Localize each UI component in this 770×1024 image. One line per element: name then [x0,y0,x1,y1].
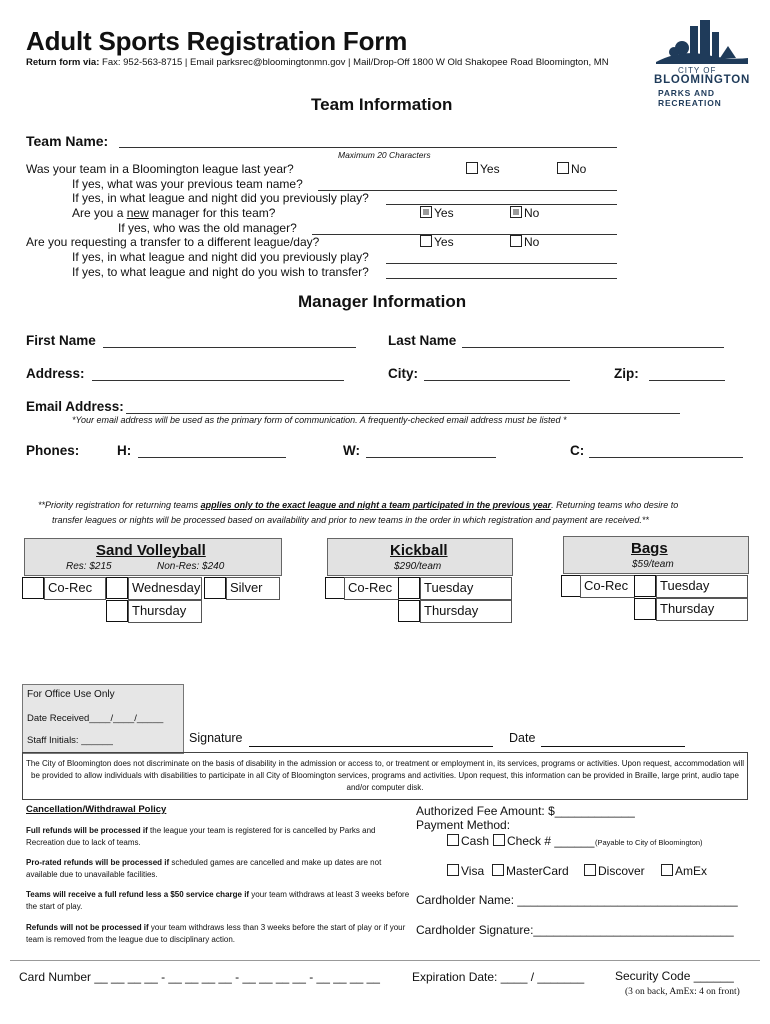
fee-amount[interactable]: Authorized Fee Amount: $____________ [416,804,635,818]
kickball-tuesday-cell: Tuesday [420,577,512,600]
visa-checkbox[interactable] [447,864,459,876]
return-instructions: Return form via: Fax: 952-563-8715 | Email parksrec@bloomingtonmn.gov | Mail/Drop-Off 1800 W Old Shakopee Road Bloomington, MN [26,57,609,68]
check-checkbox[interactable] [493,834,505,846]
priority-note-line1: **Priority registration for returning teams applies only to the exact league and night a team participated in the previous year. Returning teams who desire to [38,500,679,510]
logo-line4: RECREATION [658,98,722,108]
bags-title: Bags [631,540,668,557]
city-field[interactable] [424,380,570,381]
phone-c-field[interactable] [589,457,743,458]
new-manager-yes-label: Yes [434,206,454,220]
cash-checkbox[interactable] [447,834,459,846]
volleyball-corec-cell: Co-Rec [44,577,106,600]
kickball-tuesday-checkbox[interactable] [398,577,420,599]
policy-prorated: Pro-rated refunds will be processed if scheduled games are cancelled and make up dates are not available due to unavailable facilities. [26,858,382,879]
office-use-box [22,684,184,754]
q-transfer-prev: If yes, in what league and night did you previously play? [72,250,369,264]
date-field[interactable] [541,746,685,747]
security-code[interactable]: Security Code ______ [615,969,734,983]
transfer-no-label: No [524,235,540,249]
bags-tuesday-checkbox[interactable] [634,575,656,597]
payment-method-label: Payment Method: [416,818,511,832]
last-year-no-label: No [571,162,587,176]
bags-tuesday-cell: Tuesday [656,575,748,598]
phone-h-label: H: [117,443,132,458]
bags-corec-cell: Co-Rec [580,575,635,598]
policy-full-refund: Full refunds will be processed if the league your team is registered for is cancelled by Parks and Recreation due to lack of teams. [26,826,376,847]
policy-title: Cancellation/Withdrawal Policy [26,804,167,815]
transfer-prev-field[interactable] [386,263,617,264]
form-title: Adult Sports Registration Form [26,26,408,56]
prev-league-field[interactable] [386,204,617,205]
zip-label: Zip: [614,366,639,381]
office-date-received: Date Received____/____/_____ [27,713,164,724]
office-title: For Office Use Only [27,689,115,700]
email-label: Email Address: [26,399,124,414]
mastercard-checkbox[interactable] [492,864,504,876]
volleyball-silver-cell: Silver [226,577,280,600]
expiration-date[interactable]: Expiration Date: ____ / _______ [412,970,585,984]
nondiscrimination-notice: The City of Bloomington does not discriminate on the basis of disability in the admission or access to, or treatment or employment in, its services, programs or activities. Upon request, accommodation will be provided to allow individuals with disabilities to participate in all City of Bloomington services, programs and activities. Upon request, this information can be provided in Braille, large print, audio tape and/or computer disk. [22,752,748,800]
new-manager-no-label: No [524,206,540,220]
skyline-icon [652,18,752,66]
kickball-title: Kickball [390,542,448,559]
last-year-yes-label: Yes [480,162,500,176]
new-manager-yes-checkbox[interactable] [420,206,432,218]
last-name-label: Last Name [388,333,457,348]
email-field[interactable] [126,413,680,414]
volleyball-silver-checkbox[interactable] [204,577,226,599]
q-last-year: Was your team in a Bloomington league last year? [26,162,294,176]
signature-label: Signature [189,731,243,745]
first-name-label: First Name [26,333,96,348]
amex-label: AmEx [675,864,708,878]
last-year-no-checkbox[interactable] [557,162,569,174]
team-name-field[interactable] [119,147,617,148]
kickball-thursday-checkbox[interactable] [398,600,420,622]
transfer-yes-label: Yes [434,235,454,249]
old-manager-field[interactable] [312,234,617,235]
city-logo [652,18,752,113]
team-name-label: Team Name: [26,133,109,149]
phone-w-label: W: [343,443,360,458]
date-label: Date [509,731,536,745]
volleyball-wednesday-checkbox[interactable] [106,577,128,599]
card-divider [10,960,760,961]
q-transfer-to: If yes, to what league and night do you wish to transfer? [72,265,369,279]
q-prev-name: If yes, what was your previous team name? [72,177,303,191]
last-year-yes-checkbox[interactable] [466,162,478,174]
bags-thursday-cell: Thursday [656,598,748,621]
security-code-note: (3 on back, AmEx: 4 on front) [625,987,740,997]
address-label: Address: [26,366,85,381]
volleyball-wednesday-cell: Wednesday [128,577,202,600]
q-transfer: Are you requesting a transfer to a different league/day? [26,235,320,249]
phones-label: Phones: [26,443,80,458]
mastercard-label: MasterCard [506,864,569,878]
new-manager-no-checkbox[interactable] [510,206,522,218]
city-label: City: [388,366,418,381]
manager-section-title: Manager Information [298,292,467,311]
office-staff-initials: Staff Initials: ______ [27,735,113,746]
volleyball-title: Sand Volleyball [96,542,206,559]
logo-line2: BLOOMINGTON [654,74,751,86]
bags-thursday-checkbox[interactable] [634,598,656,620]
q-prev-league: If yes, in what league and night did you previously play? [72,191,369,205]
volleyball-thursday-cell: Thursday [128,600,202,623]
kickball-price: $290/team [394,561,442,572]
cardholder-signature[interactable]: Cardholder Signature:______________________________ [416,923,734,937]
zip-field[interactable] [649,380,725,381]
card-number[interactable]: Card Number __ __ __ __ - __ __ __ __ - __ __ __ __ - __ __ __ __ [19,970,380,984]
signature-field[interactable] [249,746,493,747]
discover-checkbox[interactable] [584,864,596,876]
email-note: *Your email address will be used as the primary form of communication. A frequently-checked email address must be listed * [72,415,567,425]
volleyball-nonres-price: Non-Res: $240 [157,561,225,572]
volleyball-thursday-checkbox[interactable] [106,600,128,622]
transfer-to-field[interactable] [386,278,617,279]
discover-label: Discover [598,864,645,878]
volleyball-corec-checkbox[interactable] [22,577,44,599]
transfer-yes-checkbox[interactable] [420,235,432,247]
amex-checkbox[interactable] [661,864,673,876]
phone-c-label: C: [570,443,585,458]
phone-h-field[interactable] [138,457,286,458]
kickball-corec-cell: Co-Rec [344,577,399,600]
kickball-thursday-cell: Thursday [420,600,512,623]
check-label[interactable]: Check # ______ [507,834,595,848]
q-old-manager: If yes, who was the old manager? [118,221,297,235]
phone-w-field[interactable] [366,457,496,458]
visa-label: Visa [461,864,485,878]
bags-price: $59/team [632,559,674,570]
cardholder-name[interactable]: Cardholder Name: _________________________________ [416,893,738,907]
max-chars-note: Maximum 20 Characters [338,150,431,160]
last-name-field[interactable] [462,347,724,348]
logo-line1: CITY OF [678,66,717,75]
logo-line3: PARKS AND [658,88,715,98]
address-field[interactable] [92,380,344,381]
policy-no-refund: Refunds will not be processed if your team withdraws less than 3 weeks before the start of play or if your team is removed from the league due to disciplinary action. [26,923,406,944]
first-name-field[interactable] [103,347,356,348]
volleyball-res-price: Res: $215 [66,561,112,572]
cash-label: Cash [461,834,490,848]
policy-service-charge: Teams will receive a full refund less a $50 service charge if your team withdraws at least 3 weeks before the start of play. [26,890,410,911]
q-new-manager: Are you a new manager for this team? [72,206,276,220]
team-section-title: Team Information [311,95,453,114]
check-payable-note: (Payable to City of Bloomington) [595,838,703,847]
priority-note-line2: transfer leagues or nights will be processed based on availability and prior to new teams in the order in which registration and payment are received.** [52,515,649,525]
transfer-no-checkbox[interactable] [510,235,522,247]
